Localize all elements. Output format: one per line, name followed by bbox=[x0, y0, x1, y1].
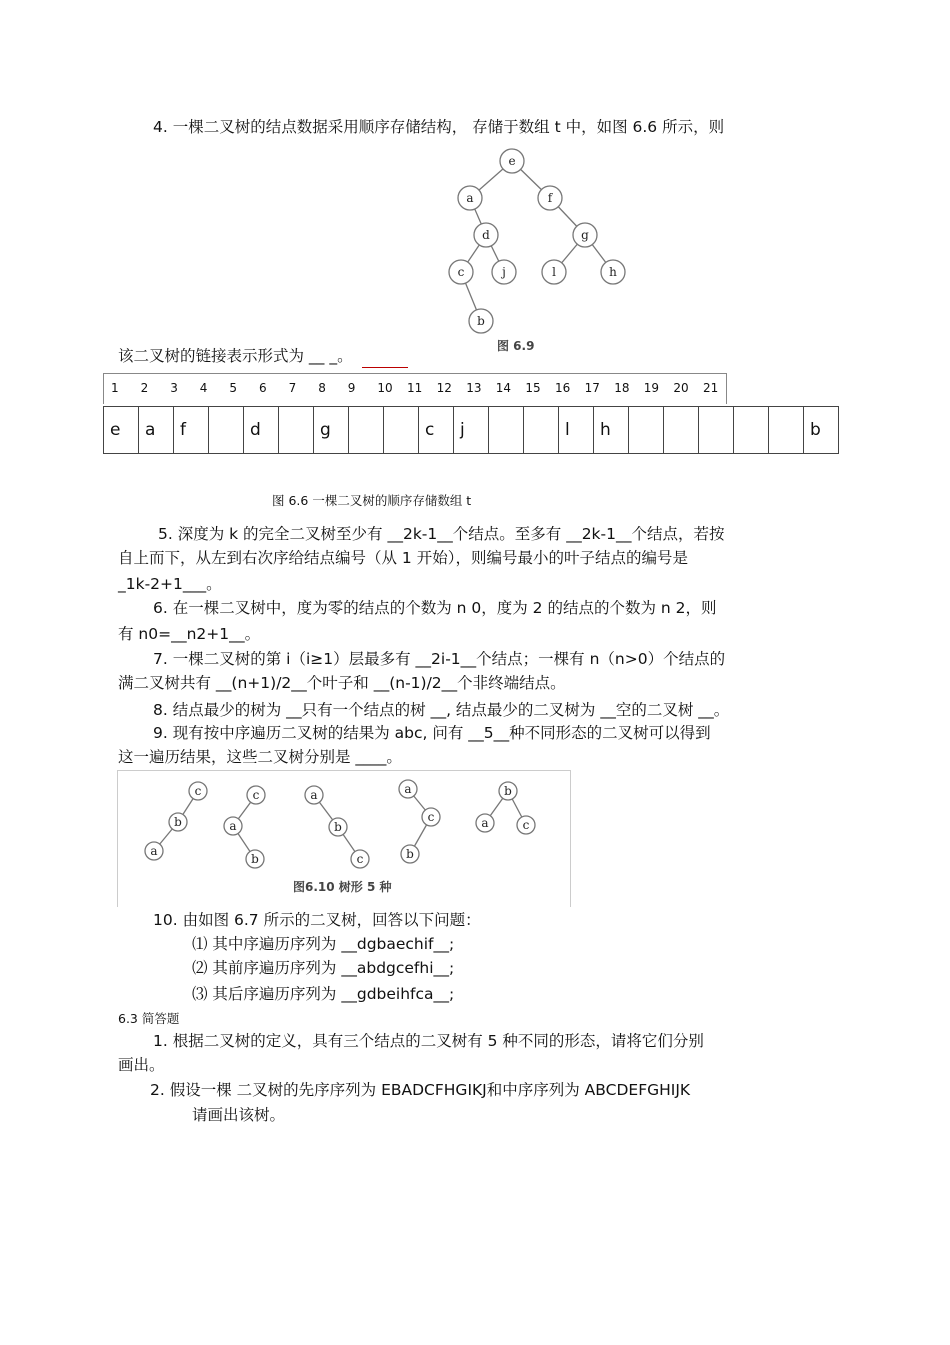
array-index-label: 10 bbox=[377, 381, 393, 395]
svg-text:b: b bbox=[477, 314, 485, 328]
figure-6-10-caption: 图6.10 树形 5 种 bbox=[293, 880, 392, 894]
array-index-label: 16 bbox=[555, 381, 571, 395]
array-cell bbox=[349, 407, 384, 454]
array-index-label: 7 bbox=[288, 381, 297, 395]
array-cell: c bbox=[419, 407, 454, 454]
q6-line2: 有 n0=__n2+1__。 bbox=[118, 625, 261, 643]
svg-text:b: b bbox=[504, 784, 512, 798]
s63-q1-line1: 1. 根据二叉树的定义，具有三个结点的二叉树有 5 种不同的形态，请将它们分别 bbox=[153, 1032, 704, 1050]
t1-node-b bbox=[169, 813, 187, 831]
array-index-label: 8 bbox=[318, 381, 326, 395]
array-index-label: 19 bbox=[643, 381, 660, 395]
array-index-label: 9 bbox=[347, 381, 356, 395]
t2-node-c bbox=[247, 786, 265, 804]
array-index-label: 17 bbox=[584, 381, 600, 395]
svg-text:l: l bbox=[552, 265, 556, 279]
q10-postorder: ⑶ 其后序遍历序列为 __gdbeihfca__; bbox=[192, 985, 455, 1003]
array-cell: l bbox=[559, 407, 594, 454]
array-cell: h bbox=[594, 407, 629, 454]
svg-text:a: a bbox=[229, 819, 237, 833]
q9-line1: 9. 现有按中序遍历二叉树的结果为 abc, 问有 __5__种不同形态的二叉树可以得到 bbox=[153, 724, 711, 742]
t4-node-a bbox=[399, 780, 417, 798]
t5-node-c bbox=[517, 816, 535, 834]
svg-text:d: d bbox=[482, 228, 490, 242]
svg-text:g: g bbox=[581, 228, 589, 242]
tree-node-d bbox=[474, 223, 498, 247]
array-index-label: 12 bbox=[436, 381, 452, 395]
svg-text:e: e bbox=[508, 154, 516, 168]
q10-preorder: ⑵ 其前序遍历序列为 __abdgcefhi__; bbox=[192, 959, 455, 977]
tree-node-b bbox=[469, 309, 493, 333]
svg-text:a: a bbox=[404, 782, 412, 796]
array-cell: j bbox=[454, 407, 489, 454]
array-index-label: 11 bbox=[407, 381, 423, 395]
svg-text:b: b bbox=[174, 815, 182, 829]
array-cells bbox=[103, 406, 839, 454]
tree-node-e bbox=[500, 149, 524, 173]
t3-node-a bbox=[305, 786, 323, 804]
array-cell: e bbox=[104, 407, 139, 454]
q10-line1: 10. 由如图 6.7 所示的二叉树，回答以下问题： bbox=[153, 911, 481, 929]
svg-text:b: b bbox=[334, 820, 342, 834]
svg-text:b: b bbox=[251, 852, 259, 866]
q10-inorder: ⑴ 其中序遍历序列为 __dgbaechif__; bbox=[192, 935, 455, 953]
s63-q2-line2: 请画出该树。 bbox=[192, 1106, 286, 1124]
q5-line2: 自上而下，从左到右次序给结点编号（从 1 开始），则编号最小的叶子结点的编号是 bbox=[118, 549, 688, 567]
s63-q1-line2: 画出。 bbox=[118, 1056, 165, 1074]
t2-node-a bbox=[224, 817, 242, 835]
t4-node-c bbox=[422, 808, 440, 826]
array-index-label: 5 bbox=[229, 381, 238, 395]
t1-node-a bbox=[145, 842, 163, 860]
tree-node-g bbox=[573, 223, 597, 247]
tree-node-l bbox=[542, 260, 566, 284]
q5-line1: 5. 深度为 k 的完全二叉树至少有 __2k-1__个结点。至多有 __2k-1__个结点，若按 bbox=[158, 525, 725, 543]
svg-text:f: f bbox=[547, 191, 553, 205]
tree-node-h bbox=[601, 260, 625, 284]
array-cell bbox=[664, 407, 699, 454]
figure-6-10-trees bbox=[118, 771, 568, 905]
array-index-label: 4 bbox=[199, 381, 208, 395]
array-cell: g bbox=[314, 407, 349, 454]
array-cell bbox=[699, 407, 734, 454]
q6-line1: 6. 在一棵二叉树中，度为零的结点的个数为 n 0，度为 2 的结点的个数为 n 2，则 bbox=[153, 599, 717, 617]
t4-node-b bbox=[401, 845, 419, 863]
t1-node-c bbox=[189, 782, 207, 800]
answer-underline bbox=[362, 367, 408, 368]
svg-text:c: c bbox=[252, 788, 260, 802]
array-index-label: 6 bbox=[259, 381, 267, 395]
array-index-label: 15 bbox=[525, 381, 541, 395]
svg-text:c: c bbox=[457, 265, 465, 279]
array-cell: a bbox=[139, 407, 174, 454]
svg-text:b: b bbox=[406, 847, 414, 861]
svg-text:a: a bbox=[150, 844, 158, 858]
tree-node-f bbox=[538, 186, 562, 210]
q8-line1: 8. 结点最少的树为 __只有一个结点的树 __, 结点最少的二叉树为 __空的二叉树 __。 bbox=[153, 701, 730, 719]
tree-node-j bbox=[492, 260, 516, 284]
t5-node-a bbox=[476, 814, 494, 832]
svg-text:c: c bbox=[356, 852, 364, 866]
s63-q2-line1: 2. 假设一棵 二叉树的先序序列为 EBADCFHGIKJ和中序序列为 ABCDEFGHIJK bbox=[150, 1081, 691, 1099]
t3-node-b bbox=[329, 818, 347, 836]
array-index-label: 3 bbox=[170, 381, 178, 395]
figure-6-6-caption: 图 6.6 一棵二叉树的顺序存储数组 t bbox=[272, 493, 472, 508]
array-cell: b bbox=[804, 407, 839, 454]
svg-text:h: h bbox=[609, 265, 617, 279]
array-cell bbox=[769, 407, 804, 454]
array-index-label: 14 bbox=[495, 381, 512, 395]
array-cell bbox=[734, 407, 769, 454]
t2-node-b bbox=[246, 850, 264, 868]
array-cell bbox=[384, 407, 419, 454]
array-index-label: 18 bbox=[614, 381, 630, 395]
section-6-3-heading: 6.3 简答题 bbox=[118, 1011, 180, 1026]
array-cell: f bbox=[174, 407, 209, 454]
svg-text:c: c bbox=[522, 818, 530, 832]
q4-line2: 该二叉树的链接表示形式为 __ _。 bbox=[118, 347, 353, 365]
t5-node-b bbox=[499, 782, 517, 800]
tree-node-a bbox=[458, 186, 482, 210]
svg-text:a: a bbox=[466, 191, 474, 205]
array-cell bbox=[629, 407, 664, 454]
array-index-label: 20 bbox=[673, 381, 689, 395]
array-index-label: 2 bbox=[140, 381, 149, 395]
q9-line2: 这一遍历结果，这些二叉树分别是 ____。 bbox=[118, 748, 402, 766]
svg-text:a: a bbox=[310, 788, 318, 802]
svg-text:a: a bbox=[481, 816, 489, 830]
t3-node-c bbox=[351, 850, 369, 868]
svg-text:c: c bbox=[427, 810, 435, 824]
array-cell bbox=[279, 407, 314, 454]
array-index-label: 21 bbox=[703, 381, 719, 395]
q4-line1: 4. 一棵二叉树的结点数据采用顺序存储结构， 存储于数组 t 中，如图 6.6 所示，则 bbox=[153, 118, 725, 136]
tree-node-c bbox=[449, 260, 473, 284]
svg-text:j: j bbox=[502, 265, 506, 279]
svg-text:c: c bbox=[194, 784, 202, 798]
q7-line1: 7. 一棵二叉树的第 i（i≥1）层最多有 __2i-1__个结点；一棵有 n（n>0）个结点的 bbox=[153, 650, 726, 668]
array-cell bbox=[489, 407, 524, 454]
array-index-label: 1 bbox=[111, 381, 119, 395]
figure-6-9-caption: 图 6.9 bbox=[497, 339, 535, 353]
array-cell bbox=[209, 407, 244, 454]
array-index-label: 13 bbox=[466, 381, 482, 395]
q7-line2: 满二叉树共有 __(n+1)/2__个叶子和 __(n-1)/2__个非终端结点。 bbox=[118, 674, 566, 692]
figure-6-9-tree bbox=[430, 140, 650, 360]
array-cell: d bbox=[244, 407, 279, 454]
array-cell bbox=[524, 407, 559, 454]
q5-line3: _1k-2+1___。 bbox=[118, 575, 222, 593]
